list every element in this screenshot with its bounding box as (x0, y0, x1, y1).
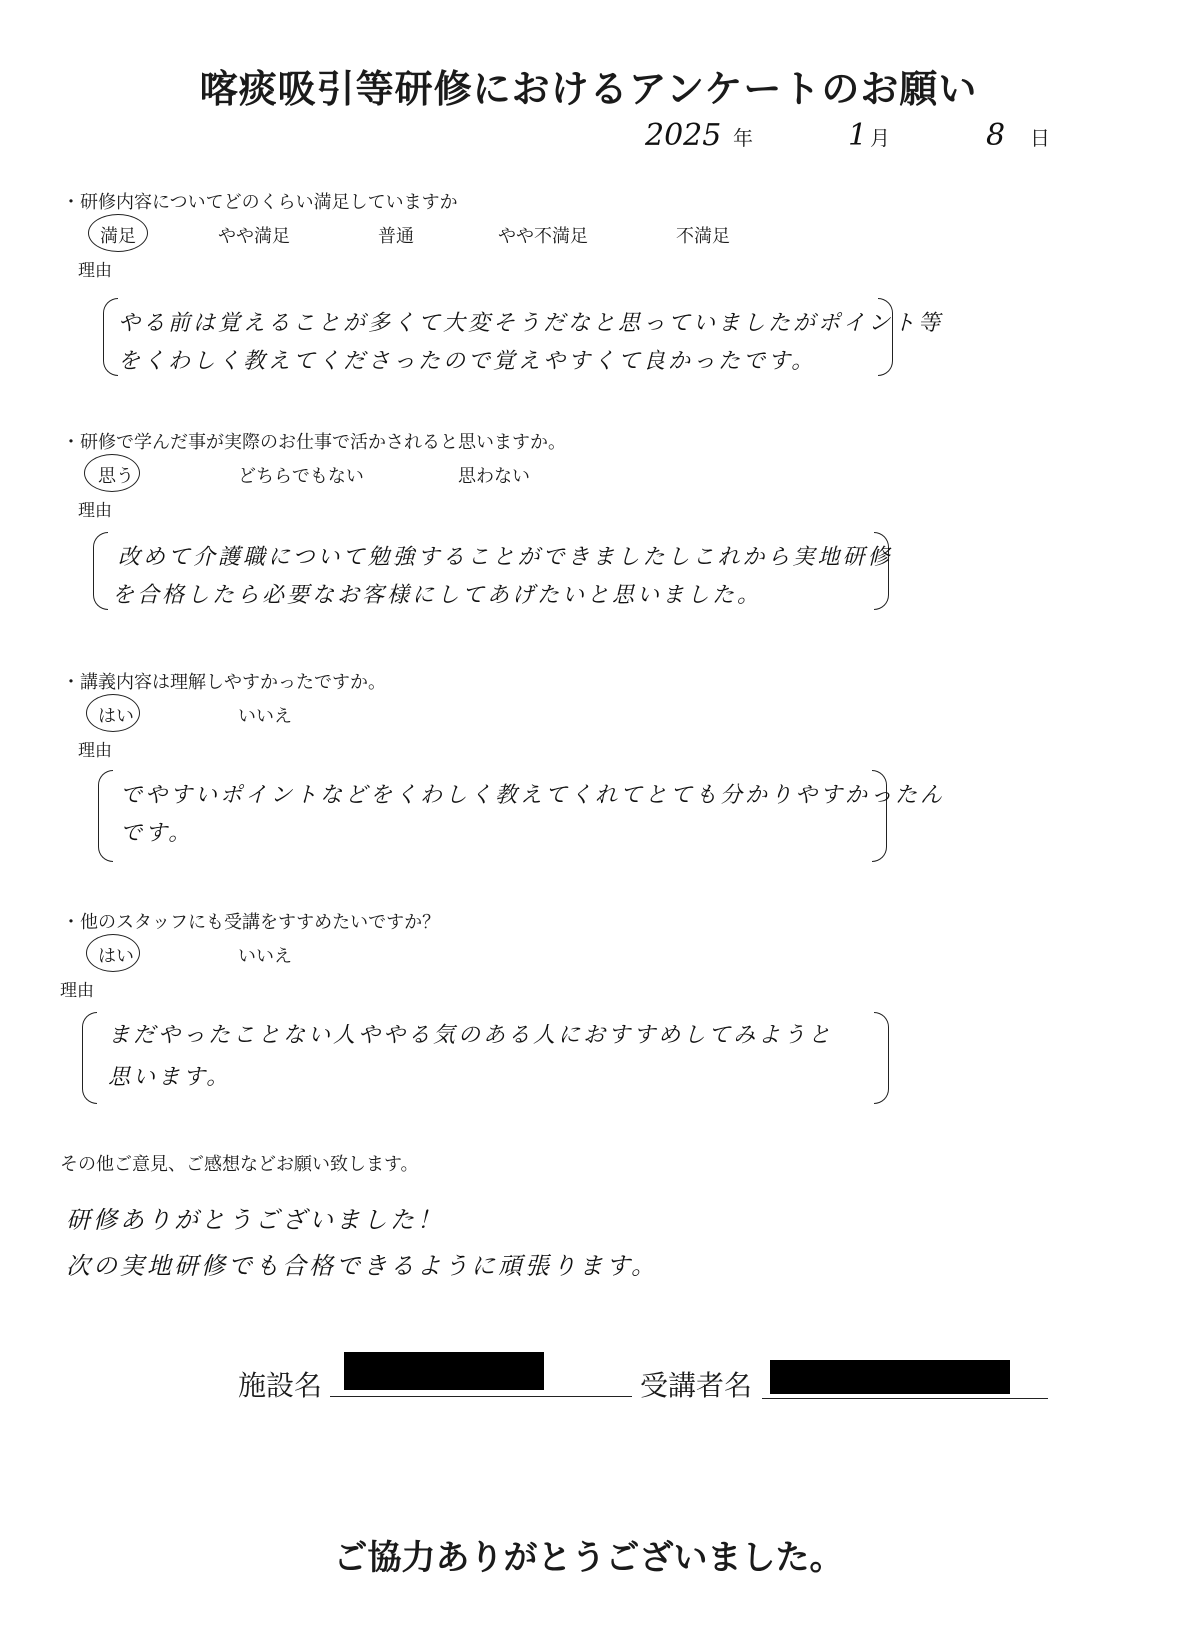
q3-selected-circle (86, 694, 140, 732)
q1-option-dissatisfied: 不満足 (676, 226, 730, 247)
q2-selected-circle (84, 454, 140, 492)
trainee-name-redaction (770, 1360, 1010, 1394)
q2-option-neither: どちらでもない (238, 466, 364, 487)
facility-name-label: 施設名 (238, 1369, 323, 1402)
date-month-unit: 月 (870, 126, 890, 150)
q4-answer-line-2: 思います。 (108, 1065, 232, 1090)
q4-bracket-right (874, 1012, 889, 1104)
q1-bracket-left (103, 298, 118, 376)
q3-bracket-left (98, 770, 113, 862)
q4-bracket-left (82, 1012, 97, 1104)
q1-option-satisfied: 満足 (100, 226, 136, 247)
q2-bracket-left (93, 532, 108, 610)
trainee-name-label: 受講者名 (640, 1369, 753, 1402)
other-answer-line-1: 研修ありがとうございました！ (66, 1206, 444, 1234)
q3-reason-label: 理由 (78, 741, 112, 761)
closing-thanks: ご協力ありがとうございました。 (333, 1538, 844, 1578)
q1-option-somewhat-satisfied: やや満足 (218, 226, 290, 247)
q2-answer-line-1: 改めて介護職について勉強することができましたしこれから実地研修 (118, 545, 893, 570)
q2-answer-line-2: を合格したら必要なお客様にしてあげたいと思いました。 (112, 583, 763, 608)
q1-answer-line-1: やる前は覚えることが多くて大変そうだなと思っていましたがポイント等 (118, 311, 944, 336)
q4-selected-circle (86, 934, 140, 972)
other-prompt: その他ご意見、ご感想などお願い致します。 (60, 1154, 419, 1175)
date-year: 2025 (645, 118, 722, 153)
q1-selected-circle (88, 214, 148, 252)
q2-option-dont-think: 思わない (458, 466, 530, 487)
other-answer-line-2: 次の実地研修でも合格できるように頑張ります。 (66, 1252, 659, 1280)
q4-question: ・他のスタッフにも受講をすすめたいですか？ (62, 912, 441, 933)
date-year-unit: 年 (733, 126, 753, 150)
q3-answer-line-1: でやすいポイントなどをくわしく教えてくれてとても分かりやすかったん (120, 783, 946, 808)
q3-answer-line-2: です。 (120, 821, 194, 846)
trainee-name-underline (762, 1398, 1048, 1399)
facility-name-underline (330, 1396, 632, 1397)
q3-option-no: いいえ (238, 706, 292, 727)
q4-answer-line-1: まだやったことない人ややる気のある人におすすめしてみようと (108, 1023, 834, 1048)
q1-question: ・研修内容についてどのくらい満足していますか (62, 192, 458, 213)
q1-answer-line-2: をくわしく教えてくださったので覚えやすくて良かったです。 (118, 349, 817, 374)
q2-question: ・研修で学んだ事が実際のお仕事で活かされると思いますか。 (62, 432, 566, 453)
facility-name-redaction (344, 1352, 544, 1390)
q4-reason-label: 理由 (60, 981, 94, 1001)
q3-question: ・講義内容は理解しやすかったですか。 (62, 672, 386, 693)
q4-option-yes: はい (98, 946, 134, 967)
q3-option-yes: はい (98, 706, 134, 727)
date-day: 8 (986, 118, 1006, 153)
page-title: 喀痰吸引等研修におけるアンケートのお願い (199, 67, 978, 111)
date-day-unit: 日 (1030, 126, 1050, 150)
q1-option-neutral: 普通 (378, 226, 414, 247)
q2-reason-label: 理由 (78, 501, 112, 521)
q1-option-somewhat-dissatisfied: やや不満足 (498, 226, 588, 247)
q1-reason-label: 理由 (78, 261, 112, 281)
date-month: 1 (848, 118, 868, 153)
q4-option-no: いいえ (238, 946, 292, 967)
q2-option-think-so: 思う (98, 466, 134, 487)
